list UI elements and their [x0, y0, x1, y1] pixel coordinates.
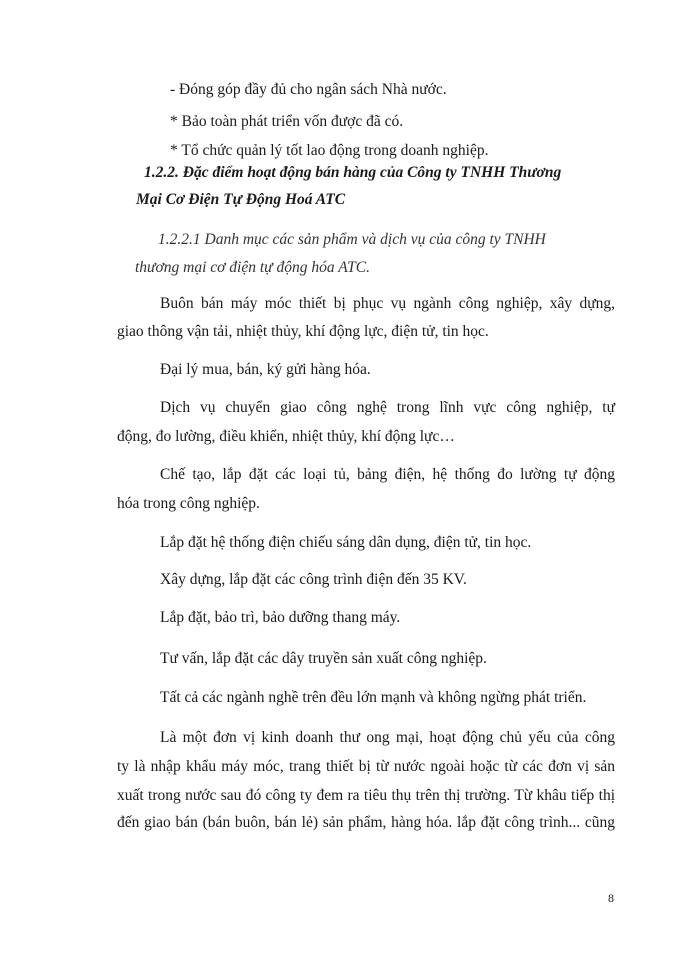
paragraph-line: Xây dựng, lắp đặt các công trình điện đến 35 KV. — [160, 571, 467, 588]
paragraph-line: đến giao bán (bán buôn, bán lẻ) sản phẩm, hàng hóa. lắp đặt công trình... cũng — [117, 814, 615, 831]
bullet-line: - Đóng góp đầy đủ cho ngân sách Nhà nước. — [170, 81, 447, 98]
section-heading-line1: 1.2.2. Đặc điểm hoạt động bán hàng của Công ty TNHH Thương — [144, 164, 562, 181]
paragraph-line: Lắp đặt, bảo trì, bảo dưỡng thang máy. — [160, 609, 401, 626]
bullet-line: * Bảo toàn phát triển vốn được đã có. — [170, 113, 404, 130]
paragraph-line: Buôn bán máy móc thiết bị phục vụ ngành công nghiệp, xây dựng, — [160, 295, 615, 312]
paragraph-line: Tất cả các ngành nghề trên đều lớn mạnh và không ngừng phát triển. — [160, 689, 587, 706]
paragraph-line: giao thông vận tải, nhiệt thủy, khí động lực, điện tử, tin học. — [117, 323, 489, 340]
paragraph-line: Đại lý mua, bán, ký gửi hàng hóa. — [160, 361, 371, 378]
subsection-heading-line2: thương mại cơ điện tự động hóa ATC. — [135, 259, 370, 276]
paragraph-line: Tư vấn, lắp đặt các dây truyền sản xuất công nghiệp. — [160, 650, 487, 667]
paragraph-line: Lắp đặt hệ thống điện chiếu sáng dân dụng, điện tử, tin học. — [160, 534, 532, 551]
paragraph-line: ty là nhập khẩu máy móc, trang thiết bị từ nước ngoài hoặc từ các đơn vị sản — [117, 758, 615, 775]
subsection-heading-line1: 1.2.2.1 Danh mục các sản phẩm và dịch vụ của công ty TNHH — [158, 231, 546, 248]
paragraph-line: Dịch vụ chuyển giao công nghệ trong lĩnh vực công nghiệp, tự — [160, 399, 615, 416]
bullet-line: * Tổ chức quản lý tốt lao động trong doanh nghiệp. — [170, 142, 489, 159]
paragraph-line: hóa trong công nghiệp. — [117, 495, 260, 512]
paragraph-line: xuất trong nước sau đó công ty đem ra tiêu thụ trên thị trường. Từ khâu tiếp thị — [117, 787, 615, 804]
paragraph-line: Là một đơn vị kinh doanh thư ong mại, hoạt động chủ yếu của công — [160, 729, 615, 746]
page-number: 8 — [608, 891, 614, 905]
paragraph-line: động, đo lường, điều khiển, nhiệt thủy, khí động lực… — [117, 428, 455, 445]
section-heading-line2: Mại Cơ Điện Tự Động Hoá ATC — [136, 191, 346, 208]
paragraph-line: Chế tạo, lắp đặt các loại tủ, bảng điện, hệ thống đo lường tự động — [160, 466, 615, 483]
